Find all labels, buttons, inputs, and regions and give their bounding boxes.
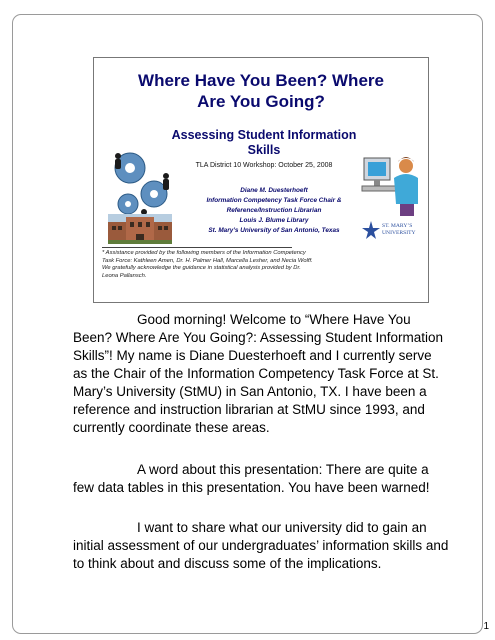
slide-thumbnail (93, 57, 429, 303)
author-block (184, 186, 364, 236)
notes-line: Skills”! My name is Diane Duesterhoeft and I currently serve (73, 348, 432, 363)
notes-line: Been? Where Are You Going?: Assessing Student Information (73, 330, 443, 345)
speaker-notes-paragraph-2 (73, 461, 453, 497)
footnote-line: We gratefully acknowledge the guidance in statistical analysis provided by Dr. (102, 265, 301, 271)
footnote-line: Task Force: Kathleen Amen, Dr. H. Palmer Hall, Marcella Lesher, and Necia Wolff. (102, 257, 313, 264)
notes-line: Good morning! Welcome to “Where Have You (137, 312, 411, 327)
slide-title-line: Where Have You Been? Where (138, 71, 384, 90)
slide-footnote (102, 250, 422, 280)
footnote-line: Leona Pallansch. (102, 272, 147, 279)
slide-title-line: Are You Going? (197, 92, 325, 111)
notes-line: reference and instruction librarian at StMU since 1993, and (73, 402, 425, 417)
notes-line: A word about this presentation: There are quite a (137, 462, 429, 477)
author-line: St. Mary’s University of San Antonio, Texas (208, 227, 340, 234)
speaker-notes-paragraph-1 (73, 311, 453, 437)
notes-line: initial assessment of our undergraduates’ information skills and (73, 538, 449, 553)
notes-line: few data tables in this presentation. You have been warned! (73, 480, 430, 495)
author-line: Reference/Instruction Librarian (226, 207, 322, 214)
slide-event: TLA District 10 Workshop: October 25, 2008 (195, 162, 333, 169)
footnote-divider (102, 247, 292, 248)
notes-line: as the Chair of the Information Competency Task Force at St. (73, 366, 439, 381)
notes-line: to think about and discuss some of the implications. (73, 556, 382, 571)
handout-page (12, 14, 483, 634)
notes-line: Mary’s University (StMU) in San Antonio, TX. I have been a (73, 384, 427, 399)
notes-line: currently coordinate these areas. (73, 420, 270, 435)
author-line: Information Competency Task Force Chair & (206, 197, 342, 204)
author-line: Louis J. Blume Library (239, 217, 309, 224)
author-line: Diane M. Duesterhoeft (240, 187, 308, 194)
slide-subtitle-line: Skills (247, 143, 281, 157)
logo-text: UNIVERSITY (382, 230, 416, 236)
slide-subtitle-line: Assessing Student Information (171, 128, 357, 142)
logo-text: ST. MARY’S (382, 223, 413, 229)
notes-line: I want to share what our university did to gain an (137, 520, 427, 535)
speaker-notes-paragraph-3 (73, 519, 453, 573)
building-photo-icon (108, 214, 172, 244)
star-seal-icon (362, 221, 380, 241)
computer-user-clipart-icon (360, 152, 424, 218)
university-logo (362, 220, 426, 242)
slide-title (94, 70, 428, 112)
page-number: 1 (483, 621, 489, 632)
footnote-line: * Assistance provided by the following members of the Information Competency (102, 250, 306, 256)
